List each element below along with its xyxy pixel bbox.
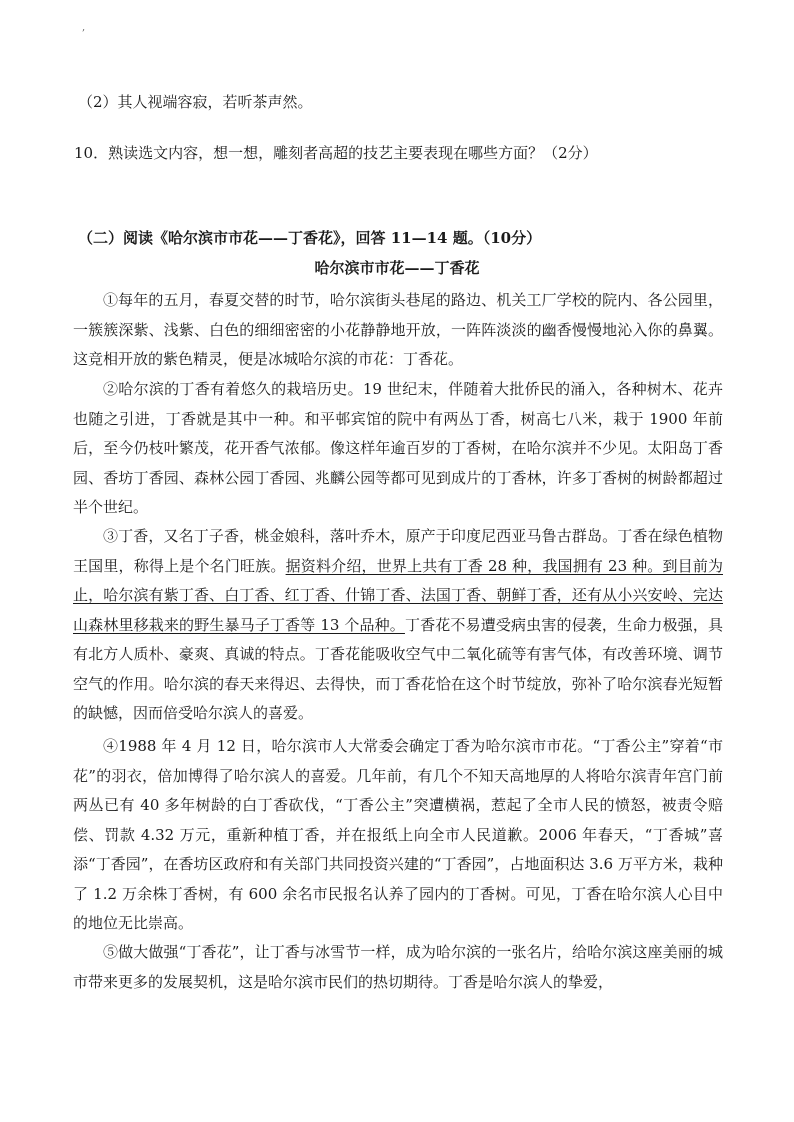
underlined-sentence: 据资料介绍，世界上共有丁香 28 种，我国拥有 23 种。到目前为止，哈尔滨有紫丁香、白丁香、红丁香、什锦丁香、法国丁香、朝鲜丁香，还有从小兴安岭、完达山森林里移栽来的野生暴马子丁香等 13 个品种。 xyxy=(73,556,723,634)
paragraph-4: ④1988 年 4 月 12 日，哈尔滨市人大常委会确定丁香为哈尔滨市市花。“丁香公主”穿着“市花”的羽衣，倍加博得了哈尔滨人的喜爱。几年前，有几个不知天高地厚的人将哈尔滨青年宫门前两丛已有 40 多年树龄的白丁香砍伐，“丁香公主”突遭横祸，惹起了全市人民的愤怒，被责令赔偿、罚款 4.32 万元，重新种植丁香，并在报纸上向全市人民道歉。2006 年春天，“丁香城”喜添“丁香园”，在香坊区政府和有关部门共同投资兴建的“丁香园”，占地面积达 3.6 万平方米，栽种了 1.2 万余株丁香树，有 600 余名市民报名认养了园内的丁香树。可见，丁香在哈尔滨人心目中的地位无比崇高。 xyxy=(73,737,723,932)
paragraph-5: ⑤做大做强“丁香花”，让丁香与冰雪节一样，成为哈尔滨的一张名片，给哈尔滨这座美丽的城市带来更多的发展契机，这是哈尔滨市民们的热切期待。丁香是哈尔滨人的挚爱， xyxy=(73,943,723,991)
paragraph-3 xyxy=(73,522,723,729)
article-title: 哈尔滨市市花——丁香花 xyxy=(314,259,480,277)
paragraph-1: ①每年的五月，春夏交替的时节，哈尔滨街头巷尾的路边、机关工厂学校的院内、各公园里，一簇簇深紫、浅紫、白色的细细密密的小花静静地开放，一阵阵淡淡的幽香慢慢地沁入你的鼻翼。这竞相开放的紫色精灵，便是冰城哈尔滨的市花：丁香花。 xyxy=(73,291,723,368)
question-10: 10．熟读选文内容，想一想，雕刻者高超的技艺主要表现在哪些方面？（2分） xyxy=(74,144,598,162)
paragraph-2: ②哈尔滨的丁香有着悠久的栽培历史。19 世纪末，伴随着大批侨民的涌入，各种树木、花卉也随之引进，丁香就是其中一种。和平邨宾馆的院中有两丛丁香，树高七八米，栽于 1900 年前后，至今仍枝叶繁茂，花开香气浓郁。像这样年逾百岁的丁香树，在哈尔滨并不少见。太阳岛丁香园、香坊丁香园、森林公园丁香园、兆麟公园等都可见到成片的丁香林，许多丁香树的树龄都超过半个世纪。 xyxy=(73,380,723,516)
paragraph-3-lead: ③丁香，又名丁子香，桃金娘科，落叶乔木，原产于印度尼西亚马鲁古群岛。丁香在绿色植物王国里，称得上是个名门旺族。 xyxy=(73,527,723,575)
header-mark: , xyxy=(82,22,86,33)
section-heading: （二）阅读《哈尔滨市市花——丁香花》，回答 11—14 题。（10分） xyxy=(78,229,542,247)
question-9-item-2: （2）其人视端容寂，若听茶声然。 xyxy=(78,93,313,111)
paragraph-3-rest: 丁香花不易遭受病虫害的侵袭，生命力极强，具有北方人质朴、豪爽、真诚的特点。丁香花能吸收空气中二氧化硫等有害气体，有改善环境、调节空气的作用。哈尔滨的春天来得迟、去得快，而丁香花恰在这个时节绽放，弥补了哈尔滨春光短暂的缺憾，因而倍受哈尔滨人的喜爱。 xyxy=(73,615,723,722)
